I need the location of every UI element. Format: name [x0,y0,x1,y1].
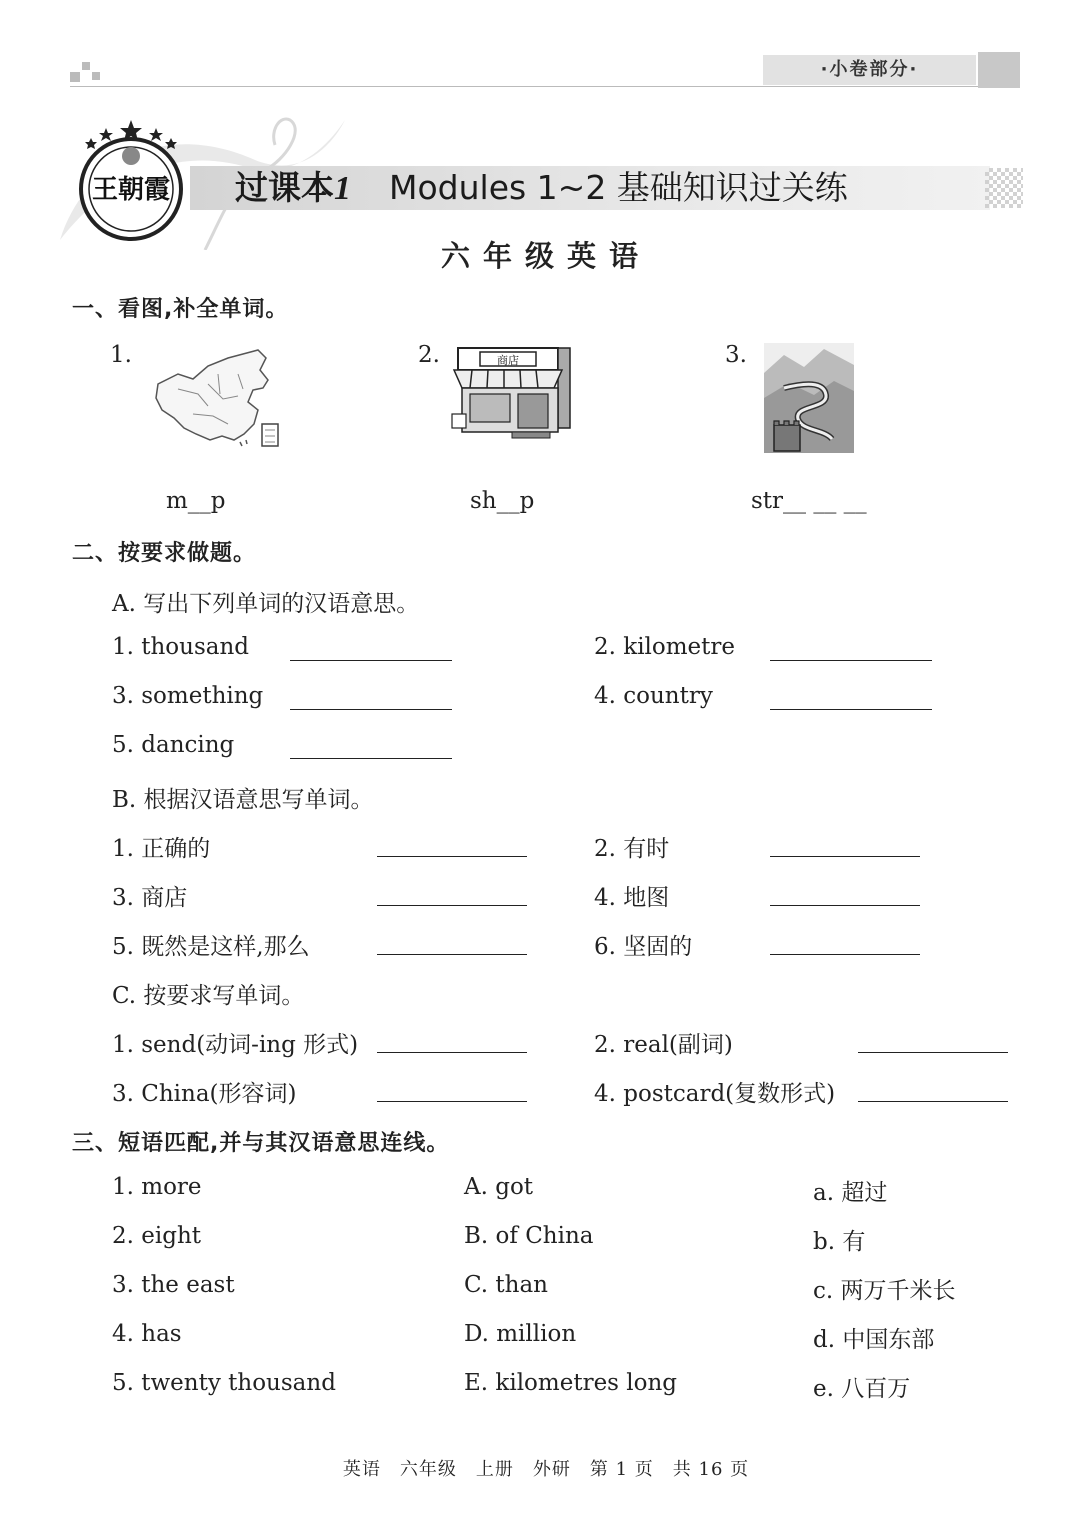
answer-blank[interactable] [377,856,527,857]
svg-text:商店: 商店 [497,354,519,367]
partA-item: 3. something [112,683,264,709]
partA-instruction: A. 写出下列单词的汉语意思。 [112,591,420,617]
partB-item: 5. 既然是这样,那么 [112,934,310,960]
partC-item: 1. send(动词-ing 形式) [112,1032,359,1058]
answer-blank[interactable] [858,1052,1008,1053]
answer-blank[interactable] [290,709,452,710]
decor-square [92,72,100,80]
wangzhaoxia-logo [76,116,186,244]
partC-instruction: C. 按要求写单词。 [112,983,305,1009]
fill-word: str__ __ __ [751,488,867,514]
match-left[interactable]: 4. has [112,1321,182,1347]
shop-image [450,344,575,440]
page-title: 过课本1 Modules 1~2 基础知识过关练 [235,168,848,207]
partA-item: 2. kilometre [594,634,736,660]
partC-item: 3. China(形容词) [112,1081,297,1107]
answer-blank[interactable] [377,1101,527,1102]
match-right[interactable]: d. 中国东部 [813,1327,935,1353]
page-subtitle: 六年级英语 [440,239,651,273]
match-right[interactable]: c. 两万千米长 [813,1278,956,1304]
answer-blank[interactable] [770,709,932,710]
partB-item: 6. 坚固的 [594,934,693,960]
fill-word: sh__p [470,488,535,514]
answer-blank[interactable] [770,905,920,906]
partA-item: 5. dancing [112,732,235,758]
answer-blank[interactable] [770,856,920,857]
answer-blank[interactable] [377,905,527,906]
item-number: 2. [418,342,440,368]
answer-blank[interactable] [290,758,452,759]
svg-text:王朝霞: 王朝霞 [91,175,171,205]
partC-item: 4. postcard(复数形式) [594,1081,836,1107]
match-left[interactable]: 1. more [112,1174,202,1200]
partB-item: 3. 商店 [112,885,188,911]
partC-item: 2. real(副词) [594,1032,733,1058]
checker-decoration [985,168,1023,208]
match-right[interactable]: e. 八百万 [813,1376,911,1402]
item-number: 1. [110,342,132,368]
section2-heading: 二、按要求做题。 [72,541,257,566]
match-left[interactable]: 3. the east [112,1272,235,1298]
partA-item: 4. country [594,683,713,709]
match-middle[interactable]: E. kilometres long [464,1370,678,1396]
item-number: 3. [725,342,747,368]
partB-item: 4. 地图 [594,885,670,911]
header-rule [70,86,1020,87]
match-middle[interactable]: B. of China [464,1223,594,1249]
match-right[interactable]: b. 有 [813,1229,866,1255]
match-left[interactable]: 2. eight [112,1223,202,1249]
match-middle[interactable]: D. million [464,1321,577,1347]
section3-heading: 三、短语匹配,并与其汉语意思连线。 [72,1131,450,1156]
partB-instruction: B. 根据汉语意思写单词。 [112,787,374,813]
fill-word: m__p [166,488,226,514]
match-right[interactable]: a. 超过 [813,1180,888,1206]
section-tag: ·小卷部分· [763,55,976,85]
page-footer: 英语 六年级 上册 外研 第 1 页 共 16 页 [342,1459,750,1480]
answer-blank[interactable] [377,1052,527,1053]
match-middle[interactable]: C. than [464,1272,548,1298]
decor-square [82,62,90,70]
great-wall-image [764,343,854,453]
decor-square [70,72,80,82]
answer-blank[interactable] [377,954,527,955]
partA-item: 1. thousand [112,634,250,660]
answer-blank[interactable] [290,660,452,661]
tag-edge [978,52,1020,88]
match-left[interactable]: 5. twenty thousand [112,1370,336,1396]
partB-item: 2. 有时 [594,836,670,862]
partB-item: 1. 正确的 [112,836,211,862]
answer-blank[interactable] [770,954,920,955]
china-map-image [148,344,283,448]
section1-heading: 一、看图,补全单词。 [72,297,289,322]
match-middle[interactable]: A. got [464,1174,534,1200]
answer-blank[interactable] [770,660,932,661]
answer-blank[interactable] [858,1101,1008,1102]
